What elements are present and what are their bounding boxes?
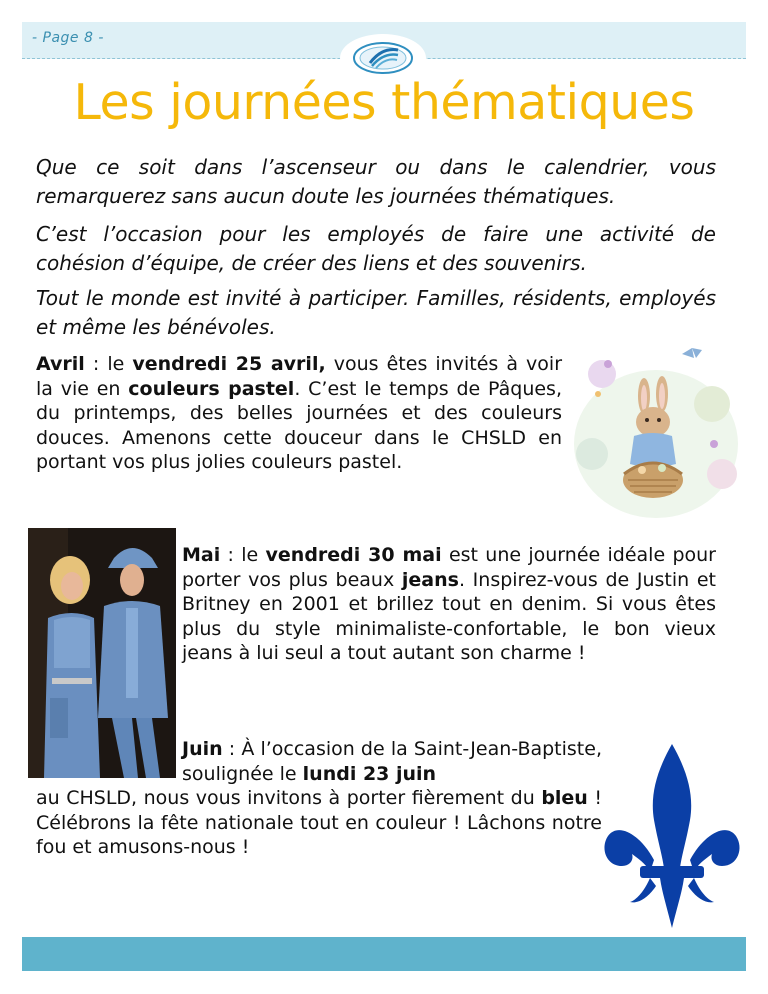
avril-month: Avril: [36, 353, 85, 375]
mai-date: vendredi 30 mai: [265, 544, 442, 566]
mai-theme: jeans: [401, 568, 459, 591]
page-title: Les journées thématiques: [73, 74, 695, 131]
juin-paragraph-start: Juin : À l’occasion de la Saint-Jean-Baptiste, soulignée le lundi 23 juin: [182, 738, 602, 785]
page-number: - Page 8 -: [32, 30, 104, 46]
denim-couple-photo-icon: [28, 528, 176, 778]
intro-paragraph-3: Tout le monde est invité à participer. Familles, résidents, employés et même les bénévoles.: [36, 286, 716, 339]
fleur-de-lis-icon: [600, 742, 744, 930]
easter-bunny-illustration: [572, 334, 740, 520]
avril-date: vendredi 25 avril,: [132, 353, 326, 375]
footer-band: [22, 937, 746, 971]
avril-theme: couleurs pastel: [128, 377, 295, 400]
bunny-basket-icon: [572, 334, 740, 520]
intro-paragraph-2: C’est l’occasion pour les employés de faire une activité de cohésion d’équipe, de créer des liens et des souvenirs.: [36, 222, 716, 275]
celebrity-denim-photo: [28, 528, 176, 778]
intro-paragraph-1: Que ce soit dans l’ascenseur ou dans le calendrier, vous remarquerez sans aucun doute les journées thématiques.: [36, 155, 716, 208]
juin-month: Juin: [182, 738, 223, 760]
mai-month: Mai: [182, 544, 221, 566]
juin-date: lundi 23 juin: [302, 762, 437, 785]
avril-paragraph: Avril : le vendredi 25 avril, vous êtes invités à voir la vie en couleurs pastel. C’est le temps de Pâques, du printemps, des belles journées et des couleurs douces. Amenons cette douceur dans le CHSLD en portant vos plus jolies couleurs pastel.: [36, 353, 563, 473]
juin-theme: bleu: [541, 787, 588, 809]
logo-icon: [352, 41, 414, 75]
juin-paragraph-end: au CHSLD, nous vous invitons à porter fièrement du bleu ! Célébrons la fête nationale tout en couleur ! Lâchons notre fou et amusons-nous !: [36, 787, 602, 858]
fleur-de-lis-illustration: [600, 742, 744, 930]
mai-paragraph: Mai : le vendredi 30 mai est une journée idéale pour porter vos plus beaux jeans. Inspirez-vous de Justin et Britney en 2001 et brillez tout en denim. Si vous êtes plus du style minimaliste-confortable, le bon vieux jeans à lui seul a tout autant son charme !: [182, 544, 716, 664]
